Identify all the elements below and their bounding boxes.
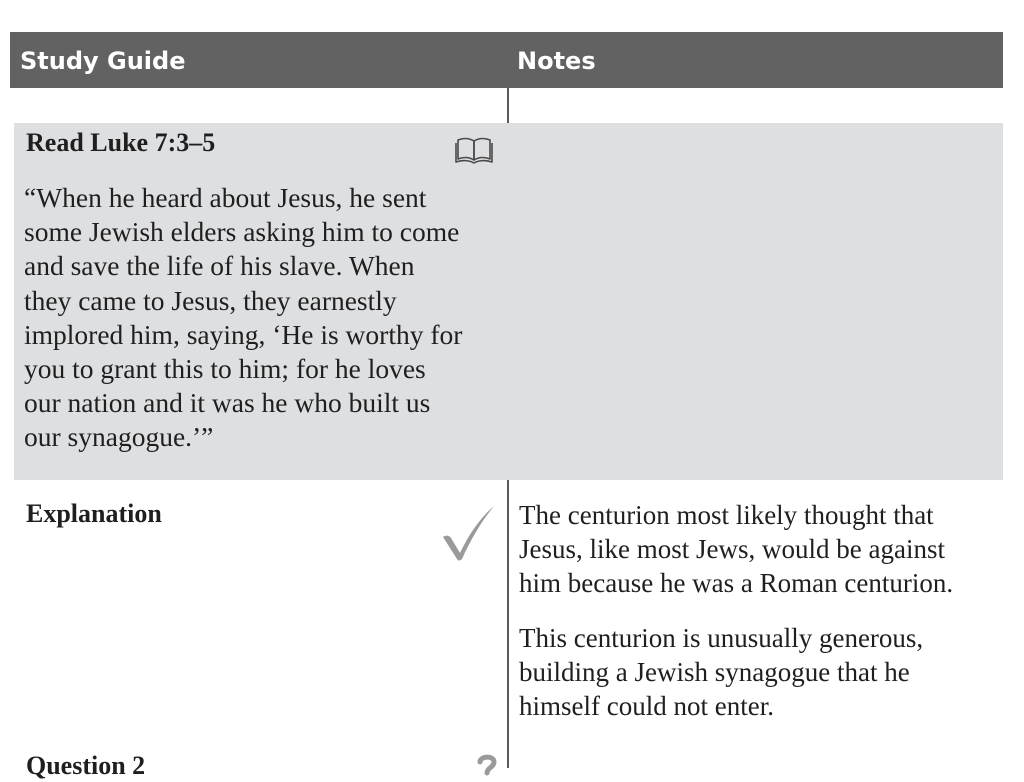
explanation-note-2: This centurion is unusually generous, building a Jewish synagogue that he himself could not enter. <box>519 623 924 721</box>
scripture-passage: “When he heard about Jesus, he sent some Jewish elders asking him to come and save the life of his slave. When they came to Jesus, they earnestly implored him, saying, ‘He is worthy for you to grant this to him; for he loves our nation and it was he who built us our synagogue.’” <box>24 182 463 453</box>
next-section-title: Question 2 <box>26 751 146 780</box>
book-icon <box>454 135 494 165</box>
explanation-title: Explanation <box>26 499 162 528</box>
explanation-note-1: The centurion most likely thought that Jesus, like most Jews, would be against him because he was a Roman centurion. <box>519 500 954 598</box>
table-header <box>10 32 1003 88</box>
checkmark-icon <box>440 503 496 561</box>
study-guide-header: Study Guide <box>20 47 186 75</box>
notes-header: Notes <box>517 47 596 75</box>
question-icon <box>472 752 502 782</box>
reading-title: Read Luke 7:3–5 <box>26 128 216 157</box>
